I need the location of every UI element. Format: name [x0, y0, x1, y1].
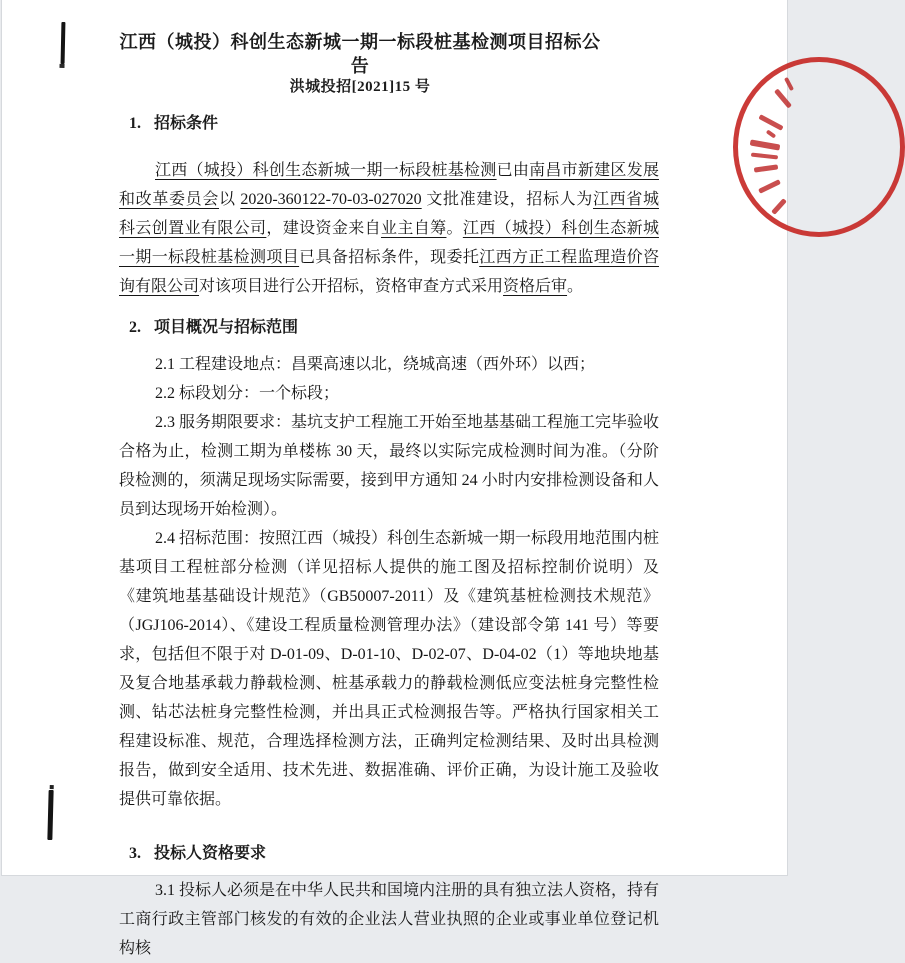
body-text: 文批准建设，招标人为 [421, 191, 593, 208]
body-text: 2.3 服务期限要求：基坑支护工程施工开始至地基基础工程施工完毕验收合格为止，检测工期为单楼栋 30 天，最终以实际完成检测时间为准。（分阶段检测的，须满足现场实际需要，接到甲方通知 24 小时内安排检测设备和人员到达现场开始检测）。 [119, 414, 660, 518]
section-number: 1. [129, 115, 141, 132]
body-text: 。 [567, 278, 584, 295]
section-heading-2 [119, 313, 659, 342]
document-title: 江西（城投）科创生态新城一期一标段桩基检测项目招标公告 [119, 32, 601, 76]
underlined-text: 2020-360122-70-03-027020 [240, 191, 422, 208]
document-number: 洪城投招[2021]15 号 [289, 79, 431, 95]
underlined-text: 南昌市新建区发展和改革委员会 [119, 162, 659, 208]
section-title: 投标人资格要求 [154, 845, 267, 862]
section-heading-3 [119, 839, 659, 868]
underlined-text: 江西（城投）科创生态新城一期一标段桩基检测 [155, 162, 497, 179]
body-text: 对该项目进行公开招标，资格审查方式采用 [199, 278, 504, 295]
underlined-text: 江西省城科云创置业有限公司 [119, 191, 659, 237]
body-text: 2.2 标段划分：一个标段； [155, 385, 340, 402]
underlined-text: 江西（城投）科创生态新城一期一标段桩基检测项目 [119, 220, 659, 266]
section-number: 2. [129, 319, 141, 336]
section-number: 3. [129, 845, 141, 862]
body-text: 2.4 招标范围：按照江西（城投）科创生态新城一期一标段用地范围内桩基项目工程桩部分检测（详见招标人提供的施工图及招标控制价说明）及《建筑地基基础设计规范》（GB50007-2011）及《建筑基桩检测技术规范》（JGJ106-2014）、《建设工程质量检测管理办法》（建设部令第 141 号）等要求，包括但不限于对 D-01-09、D-01-10、D-02-07、D-04-02（1）等地块地基及复合地基承载力静载检测、桩基承载力的静载检测低应变法桩身完整性检测、钻芯法桩身完整性检测，并出具正式检测报告等。严格执行国家相关工程建设标准、规范，合理选择检测方法，正确判定检测结果、及时出具检测报告，做到安全适用、技术先进、数据准确、评价正确，为设计施工及验收提供可靠依据。 [119, 530, 660, 808]
body-text: 以 [219, 191, 241, 208]
section-title: 项目概况与招标范围 [154, 319, 299, 336]
body-text: 已由 [496, 162, 530, 179]
body-text: 。 [446, 220, 463, 237]
document-page [2, 0, 787, 957]
document-body [119, 109, 659, 963]
body-text: ，建设资金来自 [266, 220, 381, 237]
paragraph [119, 350, 659, 379]
paragraph [119, 156, 659, 301]
body-text: 3.1 投标人必须是在中华人民共和国境内注册的具有独立法人资格，持有工商行政主管部门核发的有效的企业法人营业执照的企业或事业单位登记机构核 [119, 882, 660, 957]
section-title: 招标条件 [154, 115, 219, 132]
paragraph [119, 379, 659, 408]
section-heading-1 [119, 109, 659, 138]
paragraph [119, 408, 659, 524]
paragraph [119, 524, 659, 814]
body-text: 2.1 工程建设地点：昌栗高速以北，绕城高速（西外环）以西； [155, 356, 596, 373]
paragraph [119, 876, 659, 963]
document-content [2, 0, 787, 963]
underlined-text: 资格后审 [503, 278, 568, 295]
underlined-text: 江西方正工程监理造价咨询有限公司 [119, 249, 659, 295]
underlined-text: 业主自筹 [380, 220, 447, 237]
body-text: 已具备招标条件，现委托 [299, 249, 480, 266]
